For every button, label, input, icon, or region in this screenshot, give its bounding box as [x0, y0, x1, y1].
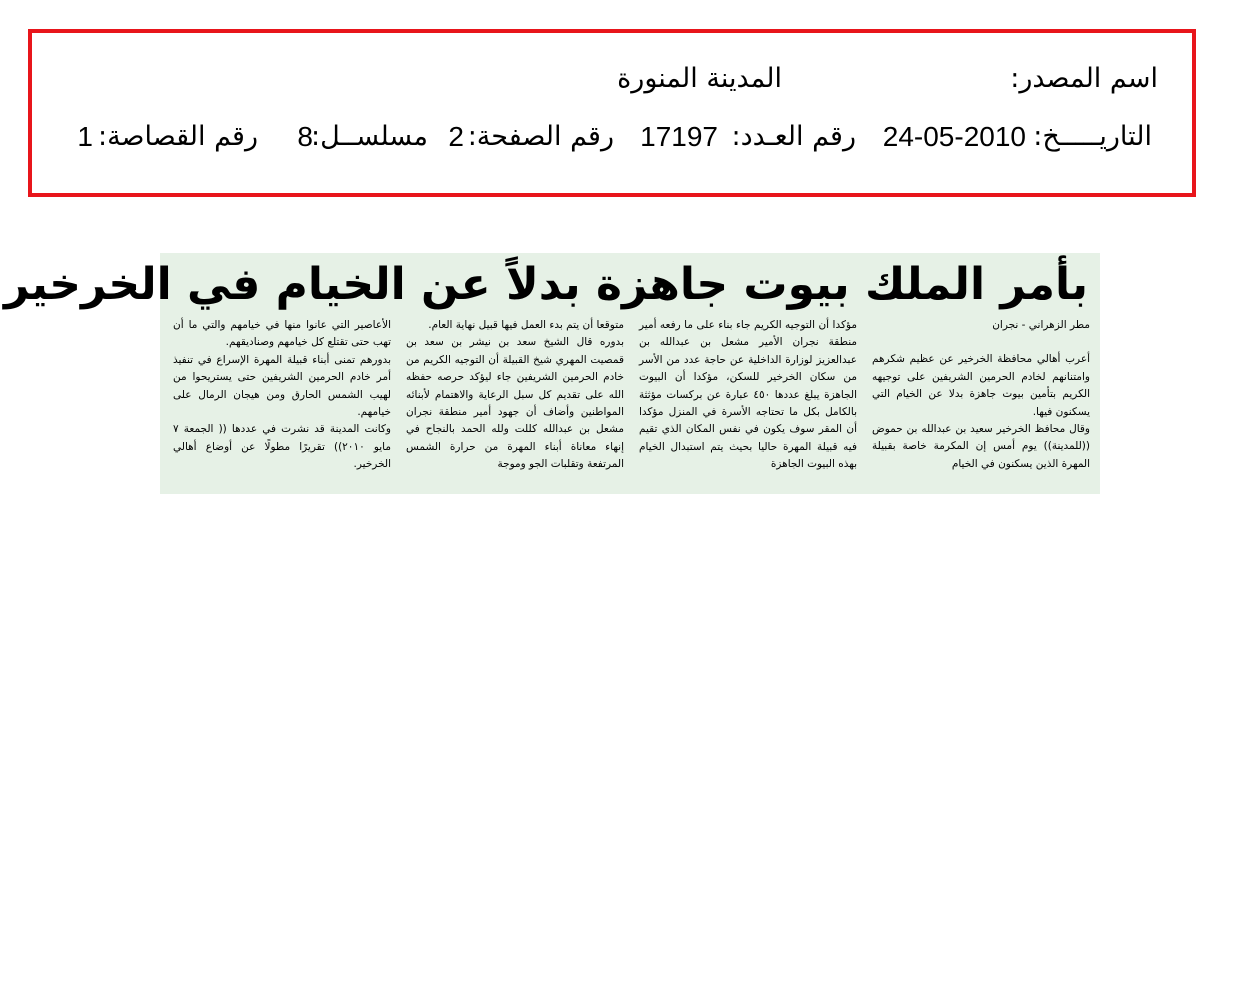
newspaper-clipping: [3, 253, 1100, 494]
source-label: اسم المصدر:: [1010, 63, 1158, 94]
article-paragraph: وكانت المدينة قد نشرت في عددها (( الجمعة ٧ مايو ٢٠١٠)) تقريرًا مطولًا عن أوضاع أهالي الخرخير.: [173, 423, 391, 471]
article-paragraph: متوقعا أن يتم بدء العمل فيها قبيل نهاية العام.: [428, 319, 624, 331]
article-paragraph: مؤكدا أن التوجيه الكريم جاء بناء على ما رفعه أمير منطقة نجران الأمير مشعل بن عبدالله بن عبدالعزيز لوزارة الداخلية عن حاجة عدد من الأسر من سكان الخرخير للسكن، مؤكدا أن البيوت الجاهزة يبلغ عددها ٤٥٠ عبارة عن بركسات مؤثثة بالكامل بكل ما تحتاجه الأسرة في المنزل مؤكدا أن المقر سوف يكون في نفس المكان الذي تقيم فيه قبيلة المهرة حاليا بحيث يتم استبدال الخيام بهذه البيوت الجاهزة: [639, 319, 857, 471]
date-value: 24-05-2010: [882, 121, 1026, 152]
article-paragraph: وقال محافظ الخرخير سعيد بن عبدالله بن حموض ((للمدينة)) يوم أمس إن المكرمة خاصة بقبيلة المهرة الذين يسكنون في الخيام: [872, 423, 1090, 470]
clip-number-label: رقم القصاصة:: [97, 121, 258, 152]
article-paragraph: أعرب أهالي محافظة الخرخير عن عظيم شكرهم وامتنانهم لخادم الحرمين الشريفين على توجيهه الكريم بتأمين بيوت جاهزة بدلا عن الخيام التي يسكنون فيها.: [872, 353, 1090, 418]
source-value: المدينة المنورة: [617, 63, 782, 94]
clip-number-value: 1: [77, 121, 93, 152]
article-column-1: [872, 317, 1090, 473]
issue-details-row: [32, 117, 1192, 157]
source-info-box: [28, 29, 1196, 197]
article-headline: بأمر الملك بيوت جاهزة بدلاً عن الخيام في الخرخير: [3, 259, 1088, 310]
date-label: التاريـــــخ:: [1033, 121, 1152, 152]
article-paragraph: بدورهم تمنى أبناء قبيلة المهرة الإسراع في تنفيذ أمر خادم الحرمين الشريفين حتى يستريحوا من لهيب الشمس الحارق ومن هيجان الرمال على خيامهم.: [173, 353, 391, 419]
issue-number-value: 17197: [640, 121, 718, 152]
article-byline: مطر الزهراني - نجران: [992, 319, 1090, 331]
article-paragraph: بدوره قال الشيخ سعد بن نيشر بن سعد بن قمصيت المهري شيخ القبيلة أن التوجيه الكريم من خادم الحرمين الشريفين جاء ليؤكد حرصه حفظه الله على تقديم كل سبل الرعاية والاهتمام لأبنائه المواطنين وأضاف أن جهود أمير منطقة نجران مشعل بن عبدالله كللت ولله الحمد بالنجاح في إنهاء معاناة أبناء المهرة من حرارة الشمس المرتفعة وتقلبات الجو وموجة: [406, 336, 624, 471]
issue-number-label: رقم العـدد:: [731, 121, 856, 152]
article-column-3: [406, 317, 624, 474]
source-row: [32, 59, 1192, 99]
page-number-label: رقم الصفحة:: [467, 121, 614, 152]
article-column-2: [639, 317, 857, 474]
page-number-value: 2: [448, 121, 464, 152]
article-column-4: [173, 317, 391, 474]
serial-value: 8: [297, 121, 313, 152]
article-paragraph: الأعاصير التي عانوا منها في خيامهم والتي ما أن تهب حتى تقتلع كل خيامهم وصناديقهم.: [173, 319, 391, 349]
serial-label: مسلســل:: [311, 121, 428, 152]
